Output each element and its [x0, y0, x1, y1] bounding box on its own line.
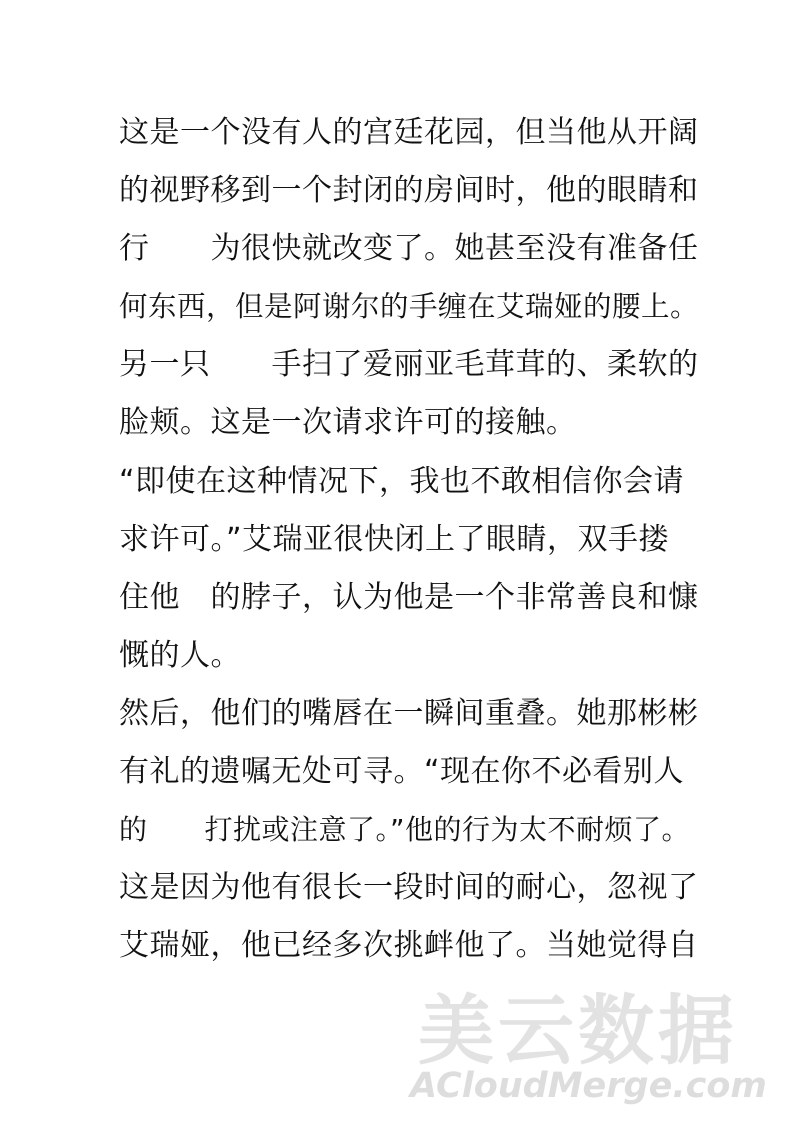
text-line: 艾瑞娅，他已经多次挑衅他了。当她觉得自: [119, 928, 699, 964]
text-line: 何东西，但是阿谢尔的手缠在艾瑞娅的腰上。: [119, 290, 700, 324]
text-line: 脸颊。这是一次请求许可的接触。: [119, 405, 577, 441]
text-line: 这是因为他有很长一段时间的耐心，忽视了: [119, 870, 699, 906]
text-line: 行 为很快就改变了。她甚至没有准备任: [119, 231, 699, 267]
text-line: 这是一个没有人的宫廷花园，但当他从开阔: [119, 115, 699, 150]
watermark: [410, 970, 770, 1110]
text-line: 慨的人。: [119, 637, 241, 673]
text-line: 然后，他们的嘴唇在一瞬间重叠。她那彬彬: [119, 695, 699, 731]
text-line: 求许可。”艾瑞亚很快闭上了眼睛，双手搂: [119, 521, 670, 557]
text-line: 有礼的遗嘱无处可寻。“现在你不必看别人: [119, 754, 685, 790]
body-text: [119, 104, 699, 975]
text-line: 另一只 手扫了爱丽亚毛茸茸的、柔软的: [119, 347, 699, 383]
text-line: 住他 的脖子，认为他是一个非常善良和慷: [119, 579, 699, 615]
watermark-url: ACloudMerge.com: [410, 1066, 767, 1106]
watermark-chinese-logo: 美云数据: [418, 986, 738, 1075]
text-line: 的 打扰或注意了。”他的行为太不耐烦了。: [119, 813, 691, 847]
text-line: “即使在这种情况下，我也不敢相信你会请: [119, 463, 685, 499]
text-line: 的视野移到一个封闭的房间时，他的眼睛和: [119, 173, 699, 209]
